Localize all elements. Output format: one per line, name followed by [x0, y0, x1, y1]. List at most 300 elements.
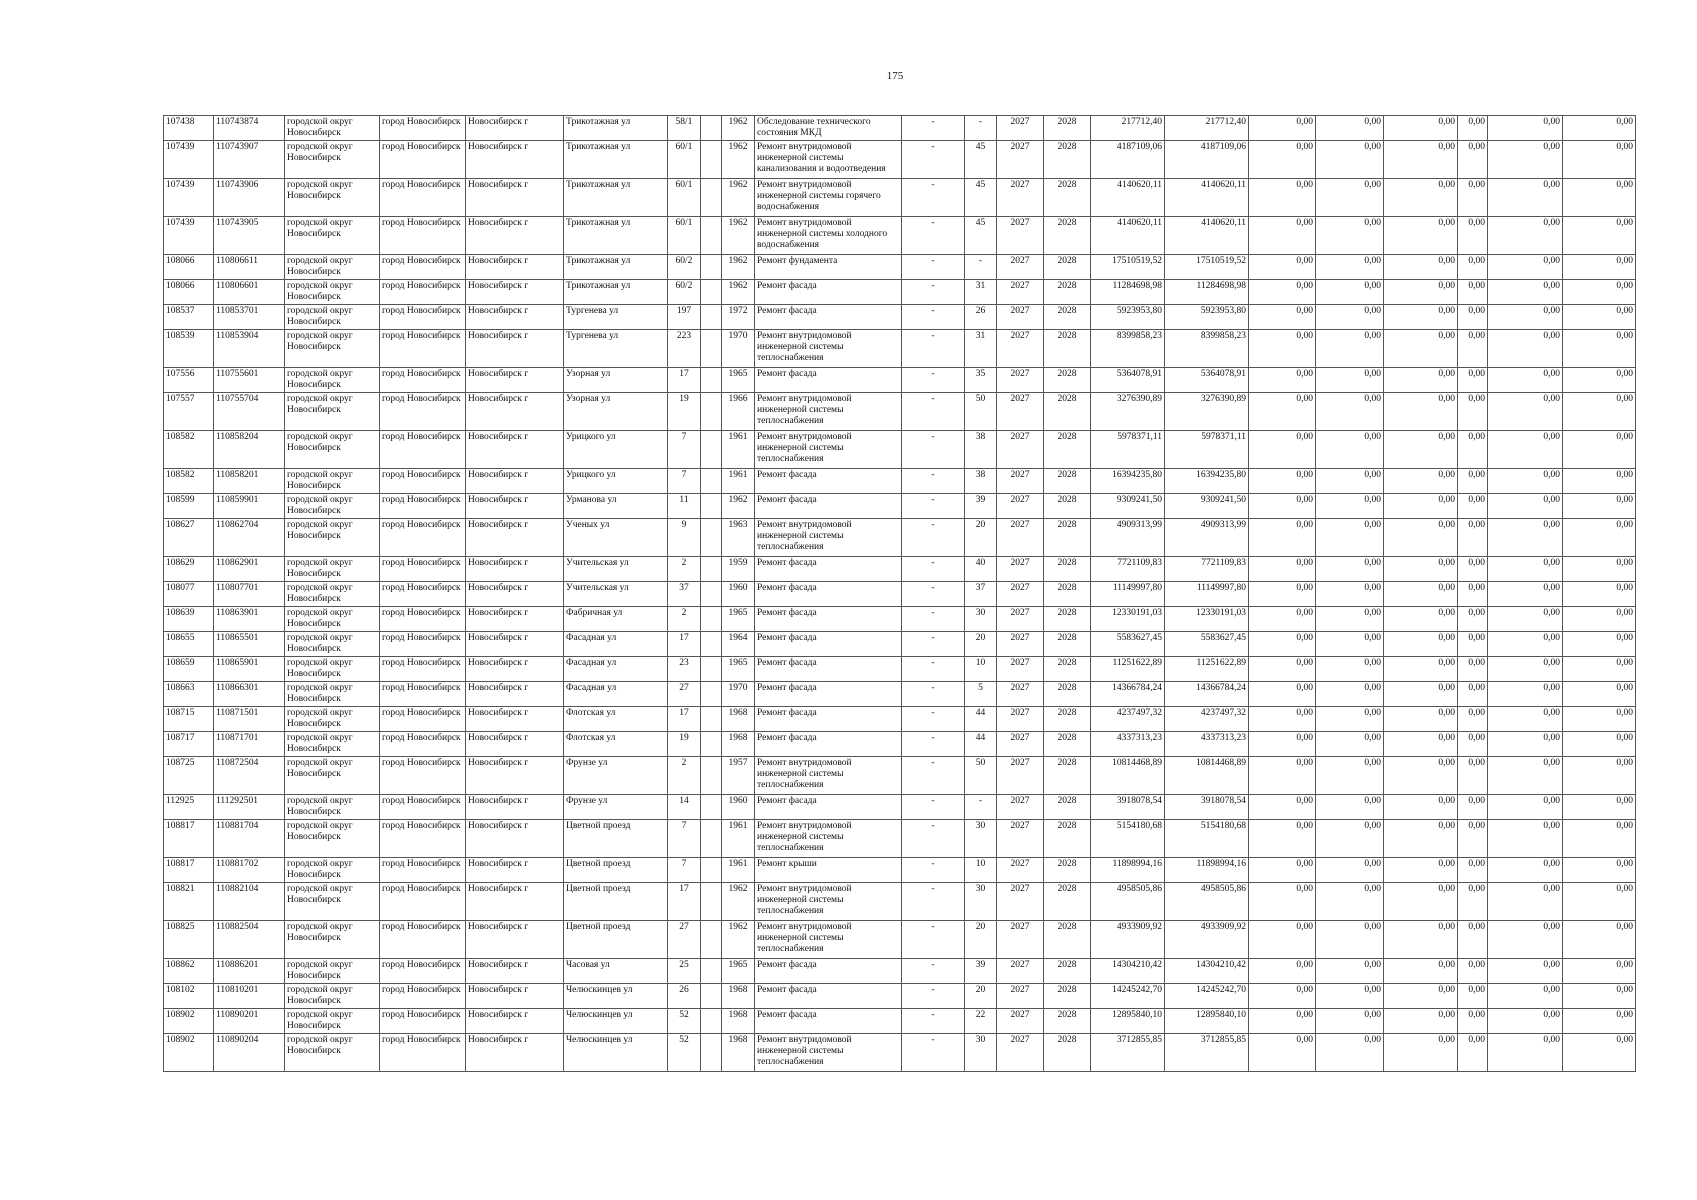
cell-code: 110853701 [214, 305, 285, 330]
cell-z4: 0,00 [1458, 984, 1488, 1009]
cell-z2: 0,00 [1316, 255, 1384, 280]
cell-z3: 0,00 [1384, 431, 1458, 469]
cell-z5: 0,00 [1488, 280, 1563, 305]
cell-from: 2027 [997, 280, 1044, 305]
cell-total: 10814468,89 [1091, 757, 1165, 795]
table-row [164, 1009, 1636, 1034]
cell-total: 4909313,99 [1091, 519, 1165, 557]
cell-z6: 0,00 [1563, 707, 1636, 732]
cell-settlement: город Новосибирск [380, 820, 466, 858]
cell-house: 27 [668, 921, 701, 959]
cell-z2: 0,00 [1316, 494, 1384, 519]
cell-house: 7 [668, 820, 701, 858]
cell-from: 2027 [997, 217, 1044, 255]
cell-z4: 0,00 [1458, 116, 1488, 141]
cell-z6: 0,00 [1563, 393, 1636, 431]
cell-z5: 0,00 [1488, 858, 1563, 883]
cell-z3: 0,00 [1384, 607, 1458, 632]
cell-z6: 0,00 [1563, 682, 1636, 707]
cell-c1: - [902, 820, 965, 858]
cell-id: 108725 [164, 757, 214, 795]
cell-z6: 0,00 [1563, 657, 1636, 682]
cell-from: 2027 [997, 921, 1044, 959]
cell-id: 108066 [164, 255, 214, 280]
cell-district: городской округ Новосибирск [285, 255, 380, 280]
cell-street: Тургенева ул [564, 305, 668, 330]
cell-z3: 0,00 [1384, 1034, 1458, 1072]
cell-z6: 0,00 [1563, 469, 1636, 494]
cell-year: 1965 [722, 607, 755, 632]
cell-z1: 0,00 [1249, 883, 1316, 921]
cell-house: 60/1 [668, 141, 701, 179]
cell-district: городской округ Новосибирск [285, 431, 380, 469]
cell-code: 110871701 [214, 732, 285, 757]
cell-total: 4140620,11 [1091, 217, 1165, 255]
cell-total: 5154180,68 [1091, 820, 1165, 858]
cell-year: 1966 [722, 393, 755, 431]
cell-code: 110806611 [214, 255, 285, 280]
cell-settlement: город Новосибирск [380, 959, 466, 984]
cell-settlement: город Новосибирск [380, 469, 466, 494]
cell-z1: 0,00 [1249, 217, 1316, 255]
cell-c1: - [902, 582, 965, 607]
cell-total: 11251622,89 [1091, 657, 1165, 682]
cell-house: 27 [668, 682, 701, 707]
cell-work: Ремонт внутридомовой инженерной системы холодного водоснабжения [755, 217, 902, 255]
cell-z4: 0,00 [1458, 217, 1488, 255]
cell-id: 107438 [164, 116, 214, 141]
cell-letter [701, 732, 722, 757]
cell-district: городской округ Новосибирск [285, 368, 380, 393]
cell-year: 1968 [722, 707, 755, 732]
cell-from: 2027 [997, 657, 1044, 682]
cell-year: 1972 [722, 305, 755, 330]
cell-amount: 5923953,80 [1165, 305, 1249, 330]
cell-z4: 0,00 [1458, 883, 1488, 921]
table-row [164, 607, 1636, 632]
cell-year: 1957 [722, 757, 755, 795]
cell-id: 108582 [164, 469, 214, 494]
cell-z3: 0,00 [1384, 858, 1458, 883]
cell-district: городской округ Новосибирск [285, 330, 380, 368]
cell-z3: 0,00 [1384, 494, 1458, 519]
cell-work: Ремонт внутридомовой инженерной системы теплоснабжения [755, 330, 902, 368]
cell-to: 2028 [1044, 179, 1091, 217]
cell-amount: 5364078,91 [1165, 368, 1249, 393]
cell-z5: 0,00 [1488, 217, 1563, 255]
cell-to: 2028 [1044, 795, 1091, 820]
cell-year: 1962 [722, 883, 755, 921]
table-row [164, 682, 1636, 707]
cell-code: 111292501 [214, 795, 285, 820]
cell-z2: 0,00 [1316, 582, 1384, 607]
cell-c2: 45 [965, 217, 997, 255]
cell-street: Фабричная ул [564, 607, 668, 632]
cell-letter [701, 431, 722, 469]
cell-code: 110858204 [214, 431, 285, 469]
cell-from: 2027 [997, 469, 1044, 494]
cell-settlement: город Новосибирск [380, 1009, 466, 1034]
cell-z3: 0,00 [1384, 393, 1458, 431]
cell-c1: - [902, 431, 965, 469]
cell-id: 107439 [164, 217, 214, 255]
cell-work: Ремонт фасада [755, 632, 902, 657]
cell-settlement: город Новосибирск [380, 305, 466, 330]
cell-total: 4237497,32 [1091, 707, 1165, 732]
cell-c1: - [902, 494, 965, 519]
cell-id: 108537 [164, 305, 214, 330]
cell-code: 110890201 [214, 1009, 285, 1034]
cell-from: 2027 [997, 255, 1044, 280]
cell-district: городской округ Новосибирск [285, 1034, 380, 1072]
cell-id: 107556 [164, 368, 214, 393]
cell-z3: 0,00 [1384, 330, 1458, 368]
cell-z2: 0,00 [1316, 820, 1384, 858]
cell-z5: 0,00 [1488, 959, 1563, 984]
cell-settlement: город Новосибирск [380, 883, 466, 921]
cell-street: Ученых ул [564, 519, 668, 557]
cell-id: 108639 [164, 607, 214, 632]
cell-street: Трикотажная ул [564, 141, 668, 179]
cell-street: Узорная ул [564, 393, 668, 431]
table-row [164, 330, 1636, 368]
cell-z2: 0,00 [1316, 607, 1384, 632]
cell-letter [701, 179, 722, 217]
cell-c1: - [902, 707, 965, 732]
cell-from: 2027 [997, 1009, 1044, 1034]
cell-house: 60/2 [668, 280, 701, 305]
cell-z5: 0,00 [1488, 921, 1563, 959]
cell-work: Ремонт внутридомовой инженерной системы теплоснабжения [755, 921, 902, 959]
cell-c2: 39 [965, 494, 997, 519]
cell-z3: 0,00 [1384, 682, 1458, 707]
cell-total: 4140620,11 [1091, 179, 1165, 217]
cell-z1: 0,00 [1249, 116, 1316, 141]
cell-z1: 0,00 [1249, 582, 1316, 607]
cell-code: 110859901 [214, 494, 285, 519]
cell-id: 108821 [164, 883, 214, 921]
cell-letter [701, 959, 722, 984]
cell-total: 3712855,85 [1091, 1034, 1165, 1072]
cell-letter [701, 707, 722, 732]
cell-to: 2028 [1044, 883, 1091, 921]
cell-total: 17510519,52 [1091, 255, 1165, 280]
cell-work: Ремонт фасада [755, 682, 902, 707]
cell-locality: Новосибирск г [466, 959, 564, 984]
cell-id: 112925 [164, 795, 214, 820]
cell-settlement: город Новосибирск [380, 657, 466, 682]
cell-amount: 5154180,68 [1165, 820, 1249, 858]
cell-c1: - [902, 657, 965, 682]
cell-letter [701, 795, 722, 820]
cell-street: Урицкого ул [564, 431, 668, 469]
cell-house: 7 [668, 469, 701, 494]
cell-district: городской округ Новосибирск [285, 582, 380, 607]
cell-district: городской округ Новосибирск [285, 657, 380, 682]
table-row [164, 858, 1636, 883]
cell-id: 108659 [164, 657, 214, 682]
cell-c2: 5 [965, 682, 997, 707]
cell-work: Ремонт внутридомовой инженерной системы теплоснабжения [755, 757, 902, 795]
cell-id: 108825 [164, 921, 214, 959]
cell-settlement: город Новосибирск [380, 519, 466, 557]
cell-district: городской округ Новосибирск [285, 883, 380, 921]
cell-z3: 0,00 [1384, 959, 1458, 984]
cell-letter [701, 820, 722, 858]
cell-z3: 0,00 [1384, 757, 1458, 795]
cell-to: 2028 [1044, 217, 1091, 255]
cell-district: городской округ Новосибирск [285, 732, 380, 757]
cell-street: Узорная ул [564, 368, 668, 393]
cell-amount: 14304210,42 [1165, 959, 1249, 984]
cell-z5: 0,00 [1488, 519, 1563, 557]
cell-code: 110866301 [214, 682, 285, 707]
cell-year: 1960 [722, 582, 755, 607]
cell-z3: 0,00 [1384, 217, 1458, 255]
table-row [164, 141, 1636, 179]
cell-code: 110853904 [214, 330, 285, 368]
cell-year: 1960 [722, 795, 755, 820]
cell-street: Челюскинцев ул [564, 1009, 668, 1034]
cell-c2: 50 [965, 757, 997, 795]
cell-amount: 5583627,45 [1165, 632, 1249, 657]
cell-total: 12895840,10 [1091, 1009, 1165, 1034]
cell-code: 110881704 [214, 820, 285, 858]
cell-z5: 0,00 [1488, 883, 1563, 921]
cell-year: 1968 [722, 984, 755, 1009]
cell-z5: 0,00 [1488, 582, 1563, 607]
cell-z3: 0,00 [1384, 179, 1458, 217]
cell-z5: 0,00 [1488, 657, 1563, 682]
cell-z2: 0,00 [1316, 959, 1384, 984]
cell-c1: - [902, 883, 965, 921]
cell-c1: - [902, 519, 965, 557]
cell-total: 11284698,98 [1091, 280, 1165, 305]
cell-z3: 0,00 [1384, 582, 1458, 607]
cell-house: 52 [668, 1034, 701, 1072]
cell-letter [701, 984, 722, 1009]
cell-z5: 0,00 [1488, 368, 1563, 393]
cell-year: 1962 [722, 217, 755, 255]
cell-z3: 0,00 [1384, 305, 1458, 330]
cell-letter [701, 757, 722, 795]
cell-c1: - [902, 330, 965, 368]
cell-z1: 0,00 [1249, 921, 1316, 959]
cell-c2: - [965, 255, 997, 280]
cell-to: 2028 [1044, 305, 1091, 330]
cell-z3: 0,00 [1384, 820, 1458, 858]
cell-year: 1968 [722, 732, 755, 757]
cell-z5: 0,00 [1488, 1009, 1563, 1034]
cell-c2: 39 [965, 959, 997, 984]
cell-year: 1962 [722, 921, 755, 959]
cell-z1: 0,00 [1249, 1034, 1316, 1072]
cell-from: 2027 [997, 757, 1044, 795]
cell-code: 110743874 [214, 116, 285, 141]
cell-street: Цветной проезд [564, 921, 668, 959]
table-row [164, 431, 1636, 469]
cell-z2: 0,00 [1316, 757, 1384, 795]
cell-work: Ремонт фундамента [755, 255, 902, 280]
cell-locality: Новосибирск г [466, 984, 564, 1009]
cell-from: 2027 [997, 494, 1044, 519]
cell-settlement: город Новосибирск [380, 921, 466, 959]
cell-street: Учительская ул [564, 557, 668, 582]
cell-z6: 0,00 [1563, 1034, 1636, 1072]
cell-c1: - [902, 1034, 965, 1072]
cell-id: 108715 [164, 707, 214, 732]
cell-z1: 0,00 [1249, 632, 1316, 657]
cell-z1: 0,00 [1249, 179, 1316, 217]
cell-amount: 3712855,85 [1165, 1034, 1249, 1072]
cell-district: городской округ Новосибирск [285, 280, 380, 305]
cell-district: городской округ Новосибирск [285, 984, 380, 1009]
cell-z5: 0,00 [1488, 255, 1563, 280]
cell-total: 14366784,24 [1091, 682, 1165, 707]
cell-amount: 4237497,32 [1165, 707, 1249, 732]
cell-district: городской округ Новосибирск [285, 393, 380, 431]
cell-house: 26 [668, 984, 701, 1009]
cell-z4: 0,00 [1458, 582, 1488, 607]
cell-house: 223 [668, 330, 701, 368]
cell-z4: 0,00 [1458, 494, 1488, 519]
cell-z3: 0,00 [1384, 984, 1458, 1009]
cell-z5: 0,00 [1488, 607, 1563, 632]
cell-z4: 0,00 [1458, 858, 1488, 883]
table-row [164, 959, 1636, 984]
cell-z2: 0,00 [1316, 1009, 1384, 1034]
cell-code: 110862704 [214, 519, 285, 557]
cell-year: 1962 [722, 494, 755, 519]
cell-code: 110810201 [214, 984, 285, 1009]
cell-settlement: город Новосибирск [380, 280, 466, 305]
cell-code: 110755601 [214, 368, 285, 393]
cell-locality: Новосибирск г [466, 607, 564, 632]
cell-z3: 0,00 [1384, 883, 1458, 921]
cell-total: 12330191,03 [1091, 607, 1165, 632]
cell-from: 2027 [997, 707, 1044, 732]
cell-year: 1961 [722, 858, 755, 883]
cell-year: 1961 [722, 820, 755, 858]
cell-street: Учительская ул [564, 582, 668, 607]
cell-z3: 0,00 [1384, 255, 1458, 280]
cell-code: 110743907 [214, 141, 285, 179]
cell-to: 2028 [1044, 757, 1091, 795]
cell-locality: Новосибирск г [466, 280, 564, 305]
cell-year: 1959 [722, 557, 755, 582]
cell-id: 108077 [164, 582, 214, 607]
cell-c2: 45 [965, 141, 997, 179]
cell-z5: 0,00 [1488, 757, 1563, 795]
cell-settlement: город Новосибирск [380, 707, 466, 732]
cell-z6: 0,00 [1563, 330, 1636, 368]
cell-letter [701, 1034, 722, 1072]
cell-c2: 40 [965, 557, 997, 582]
cell-work: Обследование технического состояния МКД [755, 116, 902, 141]
cell-street: Фасадная ул [564, 632, 668, 657]
cell-district: городской округ Новосибирск [285, 858, 380, 883]
cell-z3: 0,00 [1384, 280, 1458, 305]
cell-code: 110871501 [214, 707, 285, 732]
cell-z5: 0,00 [1488, 820, 1563, 858]
cell-z4: 0,00 [1458, 1034, 1488, 1072]
cell-to: 2028 [1044, 255, 1091, 280]
cell-street: Цветной проезд [564, 858, 668, 883]
cell-locality: Новосибирск г [466, 1034, 564, 1072]
cell-from: 2027 [997, 116, 1044, 141]
cell-amount: 7721109,83 [1165, 557, 1249, 582]
cell-district: городской округ Новосибирск [285, 607, 380, 632]
cell-locality: Новосибирск г [466, 921, 564, 959]
cell-c2: 20 [965, 519, 997, 557]
cell-id: 108539 [164, 330, 214, 368]
cell-letter [701, 858, 722, 883]
cell-z2: 0,00 [1316, 141, 1384, 179]
cell-z3: 0,00 [1384, 557, 1458, 582]
cell-settlement: город Новосибирск [380, 795, 466, 820]
cell-total: 9309241,50 [1091, 494, 1165, 519]
cell-to: 2028 [1044, 494, 1091, 519]
cell-z6: 0,00 [1563, 820, 1636, 858]
cell-code: 110862901 [214, 557, 285, 582]
cell-from: 2027 [997, 732, 1044, 757]
cell-z6: 0,00 [1563, 607, 1636, 632]
cell-z6: 0,00 [1563, 141, 1636, 179]
cell-amount: 4140620,11 [1165, 179, 1249, 217]
cell-year: 1964 [722, 632, 755, 657]
cell-amount: 10814468,89 [1165, 757, 1249, 795]
cell-id: 108627 [164, 519, 214, 557]
cell-to: 2028 [1044, 657, 1091, 682]
cell-work: Ремонт внутридомовой инженерной системы теплоснабжения [755, 1034, 902, 1072]
cell-settlement: город Новосибирск [380, 1034, 466, 1072]
cell-to: 2028 [1044, 141, 1091, 179]
cell-z2: 0,00 [1316, 368, 1384, 393]
cell-z5: 0,00 [1488, 494, 1563, 519]
cell-amount: 12330191,03 [1165, 607, 1249, 632]
cell-district: городской округ Новосибирск [285, 141, 380, 179]
cell-z4: 0,00 [1458, 393, 1488, 431]
cell-street: Челюскинцев ул [564, 1034, 668, 1072]
cell-settlement: город Новосибирск [380, 607, 466, 632]
cell-z1: 0,00 [1249, 795, 1316, 820]
cell-district: городской округ Новосибирск [285, 179, 380, 217]
cell-amount: 14366784,24 [1165, 682, 1249, 707]
cell-z6: 0,00 [1563, 732, 1636, 757]
cell-z1: 0,00 [1249, 984, 1316, 1009]
cell-z2: 0,00 [1316, 732, 1384, 757]
cell-z5: 0,00 [1488, 732, 1563, 757]
cell-house: 197 [668, 305, 701, 330]
cell-to: 2028 [1044, 582, 1091, 607]
cell-z4: 0,00 [1458, 757, 1488, 795]
cell-from: 2027 [997, 305, 1044, 330]
cell-z6: 0,00 [1563, 582, 1636, 607]
cell-z4: 0,00 [1458, 820, 1488, 858]
cell-to: 2028 [1044, 1009, 1091, 1034]
cell-settlement: город Новосибирск [380, 494, 466, 519]
cell-year: 1962 [722, 255, 755, 280]
cell-z1: 0,00 [1249, 255, 1316, 280]
cell-c2: 26 [965, 305, 997, 330]
cell-z1: 0,00 [1249, 858, 1316, 883]
cell-z1: 0,00 [1249, 330, 1316, 368]
cell-letter [701, 255, 722, 280]
cell-letter [701, 116, 722, 141]
cell-id: 107439 [164, 141, 214, 179]
cell-district: городской округ Новосибирск [285, 557, 380, 582]
cell-id: 108102 [164, 984, 214, 1009]
